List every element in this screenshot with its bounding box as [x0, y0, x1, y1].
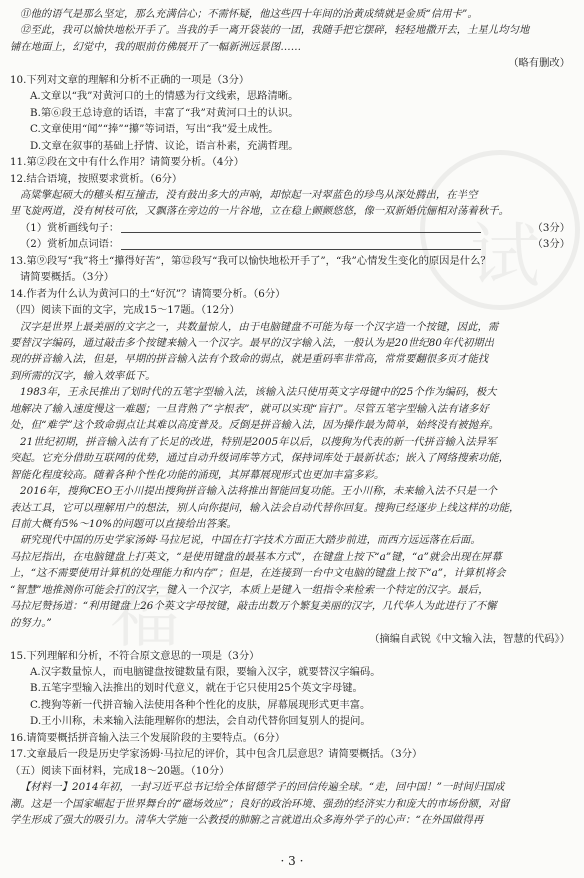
- text-line: [0, 681, 584, 695]
- text-line: [0, 813, 584, 827]
- text-line: [0, 599, 584, 613]
- text-line: [0, 698, 584, 712]
- text-line: [0, 583, 584, 597]
- text-line: [0, 533, 584, 547]
- text-line-content: 13.第⑨段写“我”将土“攥得好苦”，第⑫段写“我可以愉快地松开手了”，“我”心情发生变化的原因是什么？: [10, 254, 491, 267]
- text-line: [0, 188, 584, 202]
- text-line: [0, 287, 584, 301]
- score-label: （3分）: [532, 221, 570, 234]
- text-line-content: 马拉尼赞扬道：“利用键盘上26个英文字母按键，敲击出数万个繁复美丽的汉字，几代华人为此进行了不懈: [10, 600, 497, 613]
- text-line-content: C.文章使用“闻”“捧”“攥”等词语，写出“我”爱土成性。: [30, 123, 279, 136]
- text-line-content: 17.文章最后一段是历史学家汤姆·马拉尼的评价，其中包含几层意思？请简要概括。（3分）: [10, 748, 423, 761]
- text-line-content: B.五笔字型输入法推出的划时代意义，就在于它只使用25个英文字母键。: [30, 682, 363, 695]
- text-line: [0, 797, 584, 811]
- text-line-content: 铺在地面上，幻觉中，我的眼前仿佛展开了一幅新洲远景图……: [10, 40, 302, 53]
- text-line-content: 表达工具，它可以理解用户的想法，别人向你提问，输入法会自动代替你回复。搜狗已经逐步上线这样的功能，: [10, 501, 520, 514]
- page-number: · 3 ·: [280, 854, 304, 868]
- text-line-content: 研究现代中国的历史学家汤姆·马拉尼说，中国在打字技术方面正大踏步前进，而西方远远落在后面。: [20, 534, 481, 547]
- text-line-content: （略有删改）: [508, 57, 570, 70]
- text-line: [0, 369, 584, 383]
- text-line: [0, 303, 584, 317]
- text-line: [0, 780, 584, 794]
- text-line-content: 要替汉字编码，通过敲击多个按键来输入一个汉字。最早的汉字输入法，一般认为是20世纪80年代初期出: [10, 337, 495, 349]
- text-line: [0, 616, 584, 630]
- text-line-content: 目前大概有5%～10%的问题可以直接给出答案。: [10, 518, 237, 530]
- text-line: [0, 254, 584, 268]
- text-line: [0, 418, 584, 432]
- text-line: [0, 56, 584, 70]
- text-line: [0, 517, 584, 531]
- text-line: [0, 122, 584, 136]
- text-line: [0, 89, 584, 103]
- text-line-content: 1983年，王永民推出了划时代的五笔字型输入法，该输入法只使用英文字母键中的25个作为编码，极大: [20, 386, 497, 399]
- text-line: [0, 714, 584, 728]
- text-line-content: （1）赏析画线句子：: [20, 221, 120, 234]
- text-line: [0, 731, 584, 745]
- text-line: [0, 221, 584, 235]
- text-line: [0, 237, 584, 251]
- text-line: [0, 352, 584, 366]
- text-line: [0, 204, 584, 218]
- text-line-content: 汉字是世界上最美丽的文字之一，共数量惊人，由于电脑键盘不可能为每一个汉字造一个按键，因此，需: [20, 320, 499, 333]
- text-line-content: 潮。这是一个国家崛起于世界舞台的“磁场效应”；良好的政治环境、强劲的经济实力和庞大的市场份额，对留: [10, 797, 510, 810]
- score-label: （3分）: [532, 238, 570, 251]
- watermark-glyph: 福: [110, 575, 180, 657]
- text-line: [0, 764, 584, 778]
- text-line-content: 智能化程度较高。随着各种个性化功能的涌现，其屏幕展现形式也更加丰富多彩。: [10, 468, 385, 481]
- text-line-content: 学生形成了强大的吸引力。清华大学施一公教授的肺腑之言就道出众多海外学子的心声：“在外国做得再: [10, 814, 484, 826]
- text-line: [0, 106, 584, 120]
- text-line-content: 16.请简要概括拼音输入法三个发展阶段的主要特点。（6分）: [10, 731, 286, 744]
- text-line: [0, 320, 584, 334]
- text-line-content: 上，“这不需要使用计算机的处理能力和内存”；但是，在连接到一台中文电脑的键盘上按下“a”，计算机将会: [10, 567, 506, 580]
- text-line: [0, 484, 584, 498]
- text-line-content: 2016年，搜狗CEO王小川提出搜狗拼音输入法将推出智能回复功能。王小川称，未来输入法不只是一个: [20, 485, 498, 497]
- text-line-content: 15.下列理解和分析，不符合原文意思的一项是（3分）: [10, 649, 260, 662]
- text-line-content: 【材料一】2014年初，一封习近平总书记给全体留德学子的回信传遍全球。“走，回中国！”一时间归国成: [20, 781, 505, 794]
- text-line-content: 里飞旋两道，没有树枝可依，又飘落在旁边的一片谷地，立在稳上颤颤悠悠，像一双新婚伉俪相对荡着秋千。: [10, 205, 510, 218]
- text-line-content: （五）阅读下面材料，完成18～20题。（10分）: [10, 764, 230, 777]
- text-line-content: A.文章以“我”对黄河口的土的情感为行文线索，思路清晰。: [30, 90, 299, 103]
- text-line-content: 的努力。”: [10, 616, 52, 629]
- text-line-content: ⑪他的语气是那么坚定，那么充满信心；不需怀疑，他这些四十年间的治黄成绩就是金质“信用卡”。: [20, 8, 478, 20]
- text-line-content: 请简要概括。（3分）: [20, 271, 115, 284]
- text-line: [0, 73, 584, 87]
- text-line-content: 到所需的汉字，输入效率低下。: [10, 369, 156, 382]
- text-line: [0, 23, 584, 37]
- text-line-content: （2）赏析加点词语：: [20, 238, 120, 251]
- text-line: [0, 435, 584, 449]
- text-line-content: 马拉尼指出，在电脑键盘上打英文，“是使用键盘的最基本方式”，在键盘上按下“a”键，“a”就会出现在屏幕: [10, 550, 502, 563]
- text-line-content: ⑫至此，我可以愉快地松开手了。当我的手一离开袋装的一团，我随手把它摆碎，轻轻地撒开去，土星儿均匀地: [20, 24, 530, 37]
- text-line: [0, 550, 584, 564]
- text-line-content: 14.作者为什么认为黄河口的土“好沉”？请简要分析。（6分）: [10, 287, 286, 300]
- answer-blank[interactable]: [121, 239, 481, 250]
- text-line-content: 突起。它充分借助互联网的优势，通过自动升级词库等方式，保持词库处于最新状态；嵌入了网络搜索功能，: [10, 452, 510, 465]
- text-line: [0, 566, 584, 580]
- text-line: [0, 402, 584, 416]
- text-line: [0, 451, 584, 465]
- text-line-content: （摘编自武锐《中文输入法，智慧的代码》）: [369, 633, 570, 646]
- text-line: [0, 7, 584, 21]
- text-line: [0, 665, 584, 679]
- watermark-glyph: 试: [470, 215, 540, 297]
- text-line: [0, 40, 584, 54]
- text-line: [0, 336, 584, 350]
- text-line: [0, 385, 584, 399]
- text-line-content: 高粱擎起硕大的穗头相互撞击，没有鼓出多大的声响，却惊起一对翠蓝色的珍鸟从深处腾出，在半空: [20, 188, 478, 201]
- text-line-content: 21世纪初期，拼音输入法有了长足的改进，特别是2005年以后，以搜狗为代表的新一代拼音输入法异军: [20, 435, 497, 448]
- text-line-content: 11.第②段在文中有什么作用？请简要分析。（4分）: [10, 156, 245, 168]
- text-line-content: B.第⑥段王总诗意的话语，丰富了“我”对黄河口土的认识。: [30, 106, 299, 119]
- text-line: [0, 468, 584, 482]
- text-line: [0, 747, 584, 761]
- answer-blank[interactable]: [121, 222, 481, 233]
- text-line-content: 地解决了输入速度慢这一难题；一旦背熟了“字根表”，就可以实现“盲打”。尽管五笔字型输入法有诸多好: [10, 402, 489, 415]
- text-line-content: C.搜狗等新一代拼音输入法使用各种个性化的皮肤，屏幕展现形式更丰富。: [30, 698, 371, 711]
- text-line-content: D.文章在叙事的基础上抒情、议论，语言朴素，充满哲理。: [30, 139, 299, 152]
- text-line: [0, 155, 584, 169]
- text-line-content: A.汉字数量惊人，而电脑键盘按键数量有限，要输入汉字，就要替汉字编码。: [30, 666, 381, 678]
- text-line-content: D.王小川称，未来输入法能理解你的想法，会自动代替你回复别人的提问。: [30, 715, 371, 728]
- text-line-content: 12.结合语境，按照要求赏析。（6分）: [10, 172, 183, 185]
- text-line: [0, 649, 584, 663]
- text-line-content: 处，但“难学”这个致命弱点让其难以高度普及。反倒是拼音输入法，因为操作最为简单，始终没有被抛弃。: [10, 419, 499, 432]
- text-line-content: 10.下列对文章的理解和分析不正确的一项是（3分）: [10, 73, 250, 86]
- text-line-content: “智慧”地推测你可能会打的汉字，键入一个汉字，本质上是键入一组指令来检索一个特定的汉字。最后，: [10, 583, 489, 596]
- text-line: [0, 139, 584, 153]
- text-line: [0, 501, 584, 515]
- text-line-content: （四）阅读下面的文字，完成15～17题。（12分）: [10, 304, 240, 317]
- text-line: [0, 270, 584, 284]
- text-line: [0, 172, 584, 186]
- text-line-content: 现的拼音输入法，但是，早期的拼音输入法有个致命的弱点，就是重码率非常高，常常要翻很多页才能找: [10, 353, 489, 366]
- text-line: [0, 632, 584, 646]
